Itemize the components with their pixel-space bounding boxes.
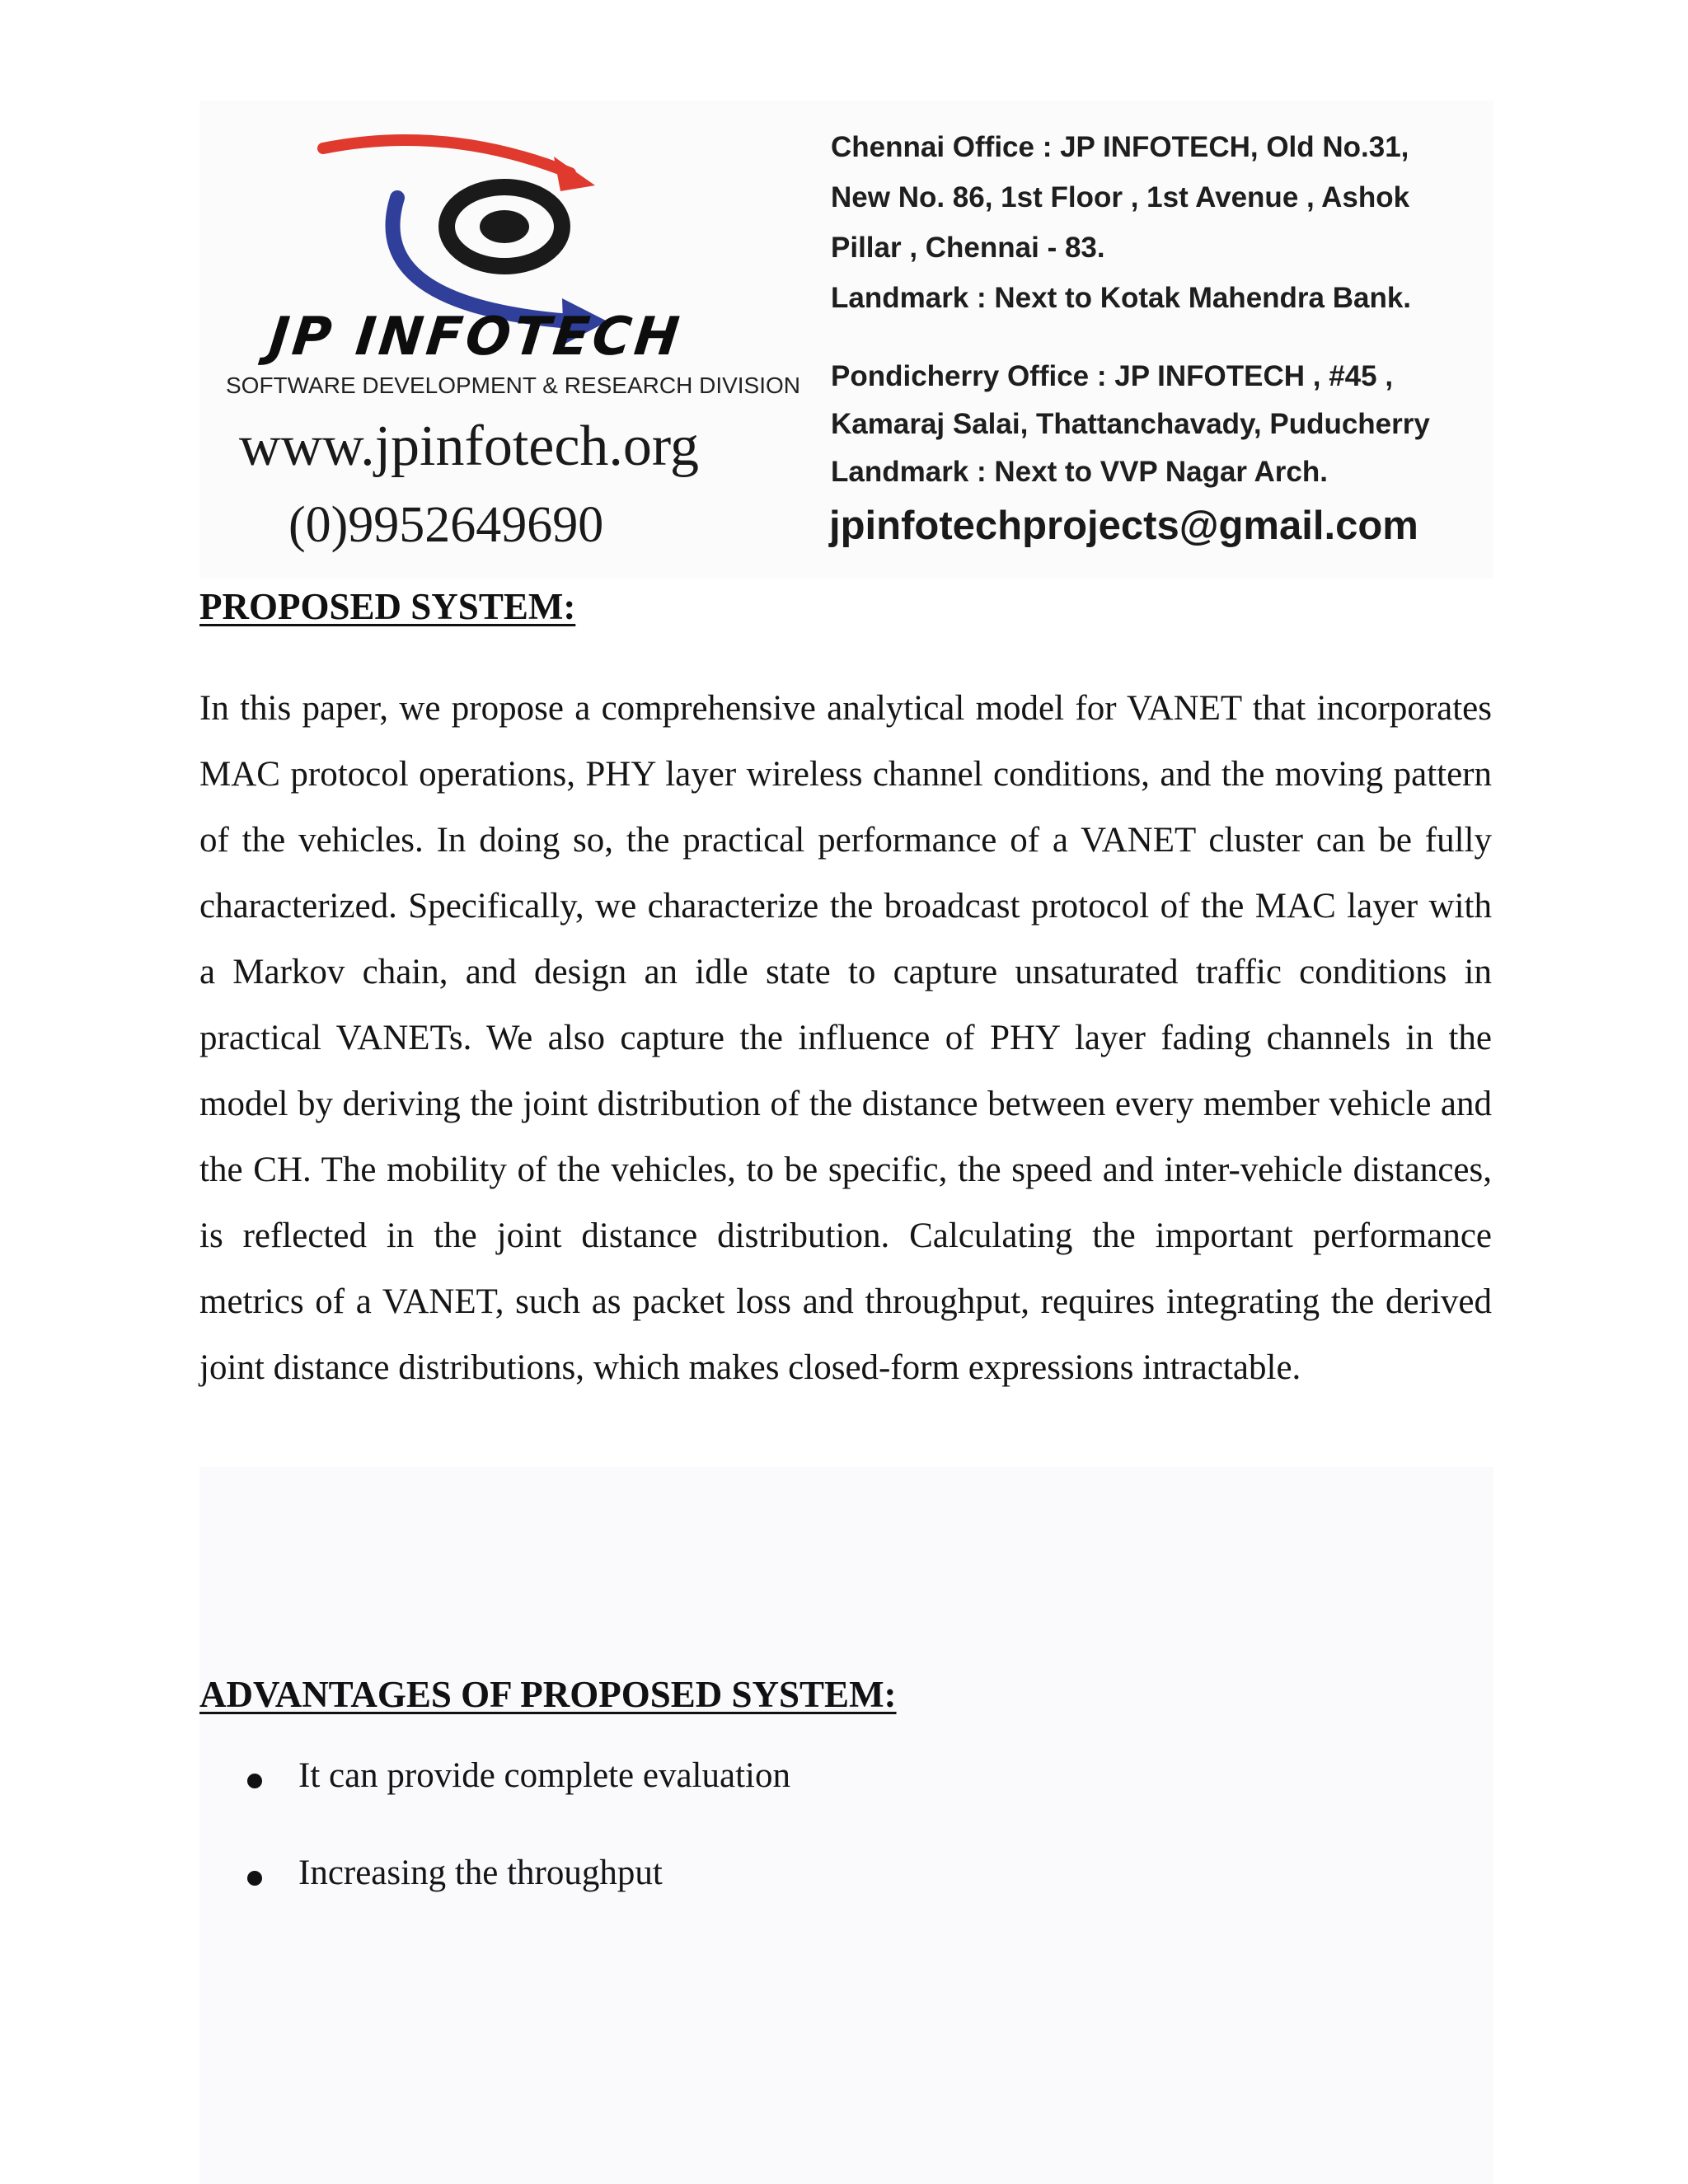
chennai-office-address	[831, 122, 1411, 323]
advantage-text: Increasing the throughput	[298, 1854, 663, 1892]
pondicherry-office-line: Pondicherry Office : JP INFOTECH , #45 ,	[831, 360, 1394, 392]
bullet-icon	[247, 1871, 262, 1886]
chennai-office-line: Pillar , Chennai - 83.	[831, 232, 1105, 264]
list-item	[199, 1853, 1492, 1950]
advantages-list	[199, 1755, 1492, 1950]
chennai-office-line: Chennai Office : JP INFOTECH, Old No.31,	[831, 131, 1409, 163]
brand-name: JP INFOTECH	[266, 307, 686, 368]
advantage-text: It can provide complete evaluation	[298, 1756, 790, 1795]
pondicherry-office-line: Kamaraj Salai, Thattanchavady, Puducherry	[831, 408, 1430, 440]
brand-division: SOFTWARE DEVELOPMENT & RESEARCH DIVISION	[226, 373, 801, 398]
proposed-system-heading: PROPOSED SYSTEM:	[199, 586, 576, 627]
website-link[interactable]: www.jpinfotech.org	[239, 415, 699, 478]
phone-number: (0)9952649690	[288, 497, 604, 553]
pondicherry-office-address	[831, 353, 1430, 496]
bullet-icon	[247, 1774, 262, 1788]
proposed-system-paragraph: In this paper, we propose a comprehensive analytical model for VANET that incorporates MAC protocol operations, PHY layer wireless channel conditions, and the moving pattern of the vehicles. In doing so, the practical performance of a VANET cluster can be fully characterized. Specifically, we characterize the broadcast protocol of the MAC layer with a Markov chain, and design an idle state to capture unsaturated traffic conditions in practical VANETs. We also capture the influence of PHY layer fading channels in the model by deriving the joint distribution of the distance between every member vehicle and the CH. The mobility of the vehicles, to be specific, the speed and inter-vehicle distances, is reflected in the joint distance distribution. Calculating the important performance metrics of a VANET, such as packet loss and throughput, requires integrating the derived joint distance distributions, which makes closed-form expressions intractable.	[199, 689, 1492, 1387]
list-item	[199, 1755, 1492, 1853]
chennai-office-line: New No. 86, 1st Floor , 1st Avenue , Ashok	[831, 181, 1410, 213]
pondicherry-office-line: Landmark : Next to VVP Nagar Arch.	[831, 456, 1328, 488]
email-address[interactable]: jpinfotechprojects@gmail.com	[829, 504, 1418, 548]
advantages-heading: ADVANTAGES OF PROPOSED SYSTEM:	[199, 1674, 897, 1715]
letterhead-banner	[199, 101, 1493, 579]
chennai-office-line: Landmark : Next to Kotak Mahendra Bank.	[831, 282, 1412, 314]
